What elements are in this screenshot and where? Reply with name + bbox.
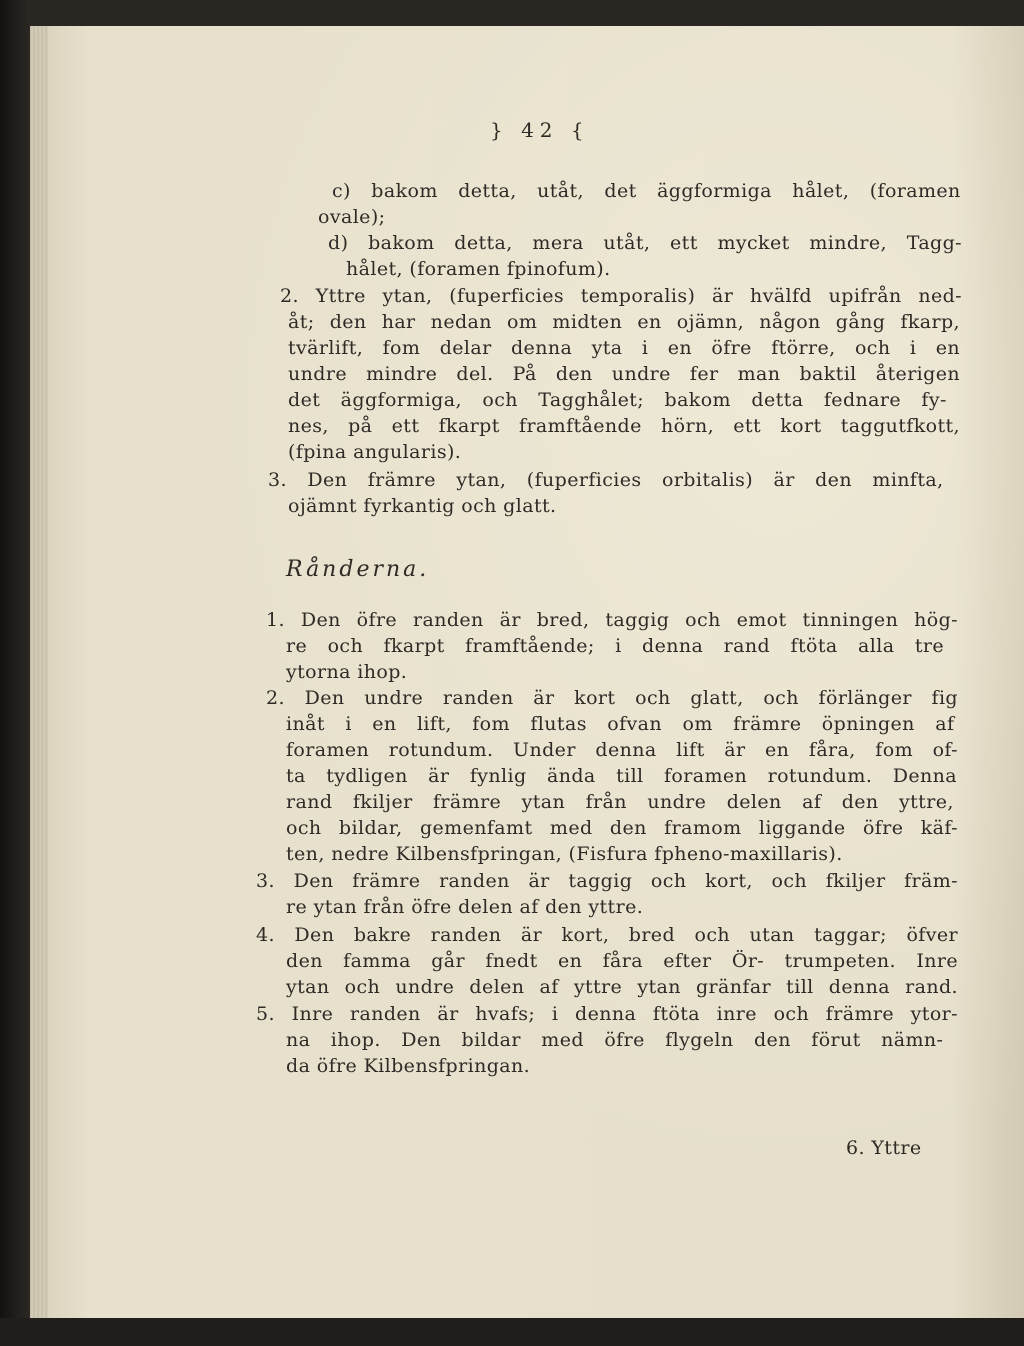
text-line: hålet, (foramen fpinofum). <box>346 258 611 280</box>
section-heading: Rånderna. <box>286 557 430 582</box>
text-line: och bildar, gemenfamt med den framom liggande öfre käf- <box>286 817 958 839</box>
binding-shadow <box>0 0 30 1346</box>
text-line: 2. Yttre ytan, (fuperficies temporalis) är hvälfd upifrån ned- <box>280 285 962 307</box>
text-line: da öfre Kilbensfpringan. <box>286 1055 531 1077</box>
text-line: na ihop. Den bildar med öfre flygeln den förut nämn- <box>286 1029 944 1051</box>
text-line: rand fkiljer främre ytan från undre delen af den yttre, <box>286 791 954 813</box>
text-line: ten, nedre Kilbensfpringan, (Fisfura fpheno-maxillaris). <box>286 843 843 865</box>
text-line: undre mindre del. På den undre fer man baktil återigen <box>288 363 960 385</box>
text-line: re och fkarpt framftående; i denna rand ftöta alla tre <box>286 635 945 657</box>
text-line: 5. Inre randen är hvafs; i denna ftöta inre och främre ytor- <box>256 1003 958 1025</box>
page-edge-shading <box>30 26 48 1318</box>
text-line: den famma går fnedt en fåra efter Ör- trumpeten. Inre <box>286 950 958 972</box>
catchword: 6. Yttre <box>846 1137 922 1159</box>
text-line: 4. Den bakre randen är kort, bred och utan taggar; öfver <box>256 924 958 946</box>
text-line: d) bakom detta, mera utåt, ett mycket mindre, Tagg- <box>328 232 962 254</box>
text-line: foramen rotundum. Under denna lift är en fåra, fom of- <box>286 739 958 761</box>
text-line: (fpina angularis). <box>288 441 462 463</box>
text-line: tvärlift, fom delar denna yta i en öfre ftörre, och i en <box>288 337 960 359</box>
text-line: det äggformiga, och Tagghålet; bakom detta fednare fy- <box>288 389 947 411</box>
text-line: åt; den har nedan om midten en ojämn, någon gång fkarp, <box>288 311 960 333</box>
text-line: ytan och undre delen af yttre ytan gränfar till denna rand. <box>286 976 958 998</box>
page-text <box>30 26 1024 1318</box>
book-page <box>30 26 1024 1318</box>
bottom-shadow <box>0 1318 1024 1346</box>
text-line: c) bakom detta, utåt, det äggformiga hålet, (foramen <box>332 180 961 202</box>
text-line: re ytan från öfre delen af den yttre. <box>286 896 644 918</box>
text-line: nes, på ett fkarpt framftående hörn, ett kort taggutfkott, <box>288 415 960 437</box>
text-line: ta tydligen är fynlig ända till foramen rotundum. Denna <box>286 765 958 787</box>
text-line: 1. Den öfre randen är bred, taggig och emot tinningen hög- <box>266 609 958 631</box>
text-line: ojämnt fyrkantig och glatt. <box>288 495 557 517</box>
page-number-header: } 42 { <box>490 118 590 142</box>
text-line: 3. Den främre ytan, (fuperficies orbitalis) är den minfta, <box>268 469 944 491</box>
text-line: 2. Den undre randen är kort och glatt, och förlänger fig <box>266 687 958 709</box>
text-line: inåt i en lift, fom flutas ofvan om främre öpningen af <box>286 713 955 735</box>
text-line: 3. Den främre randen är taggig och kort, och fkiljer främ- <box>256 870 958 892</box>
text-line: ytorna ihop. <box>286 661 408 683</box>
text-line: ovale); <box>318 206 386 228</box>
